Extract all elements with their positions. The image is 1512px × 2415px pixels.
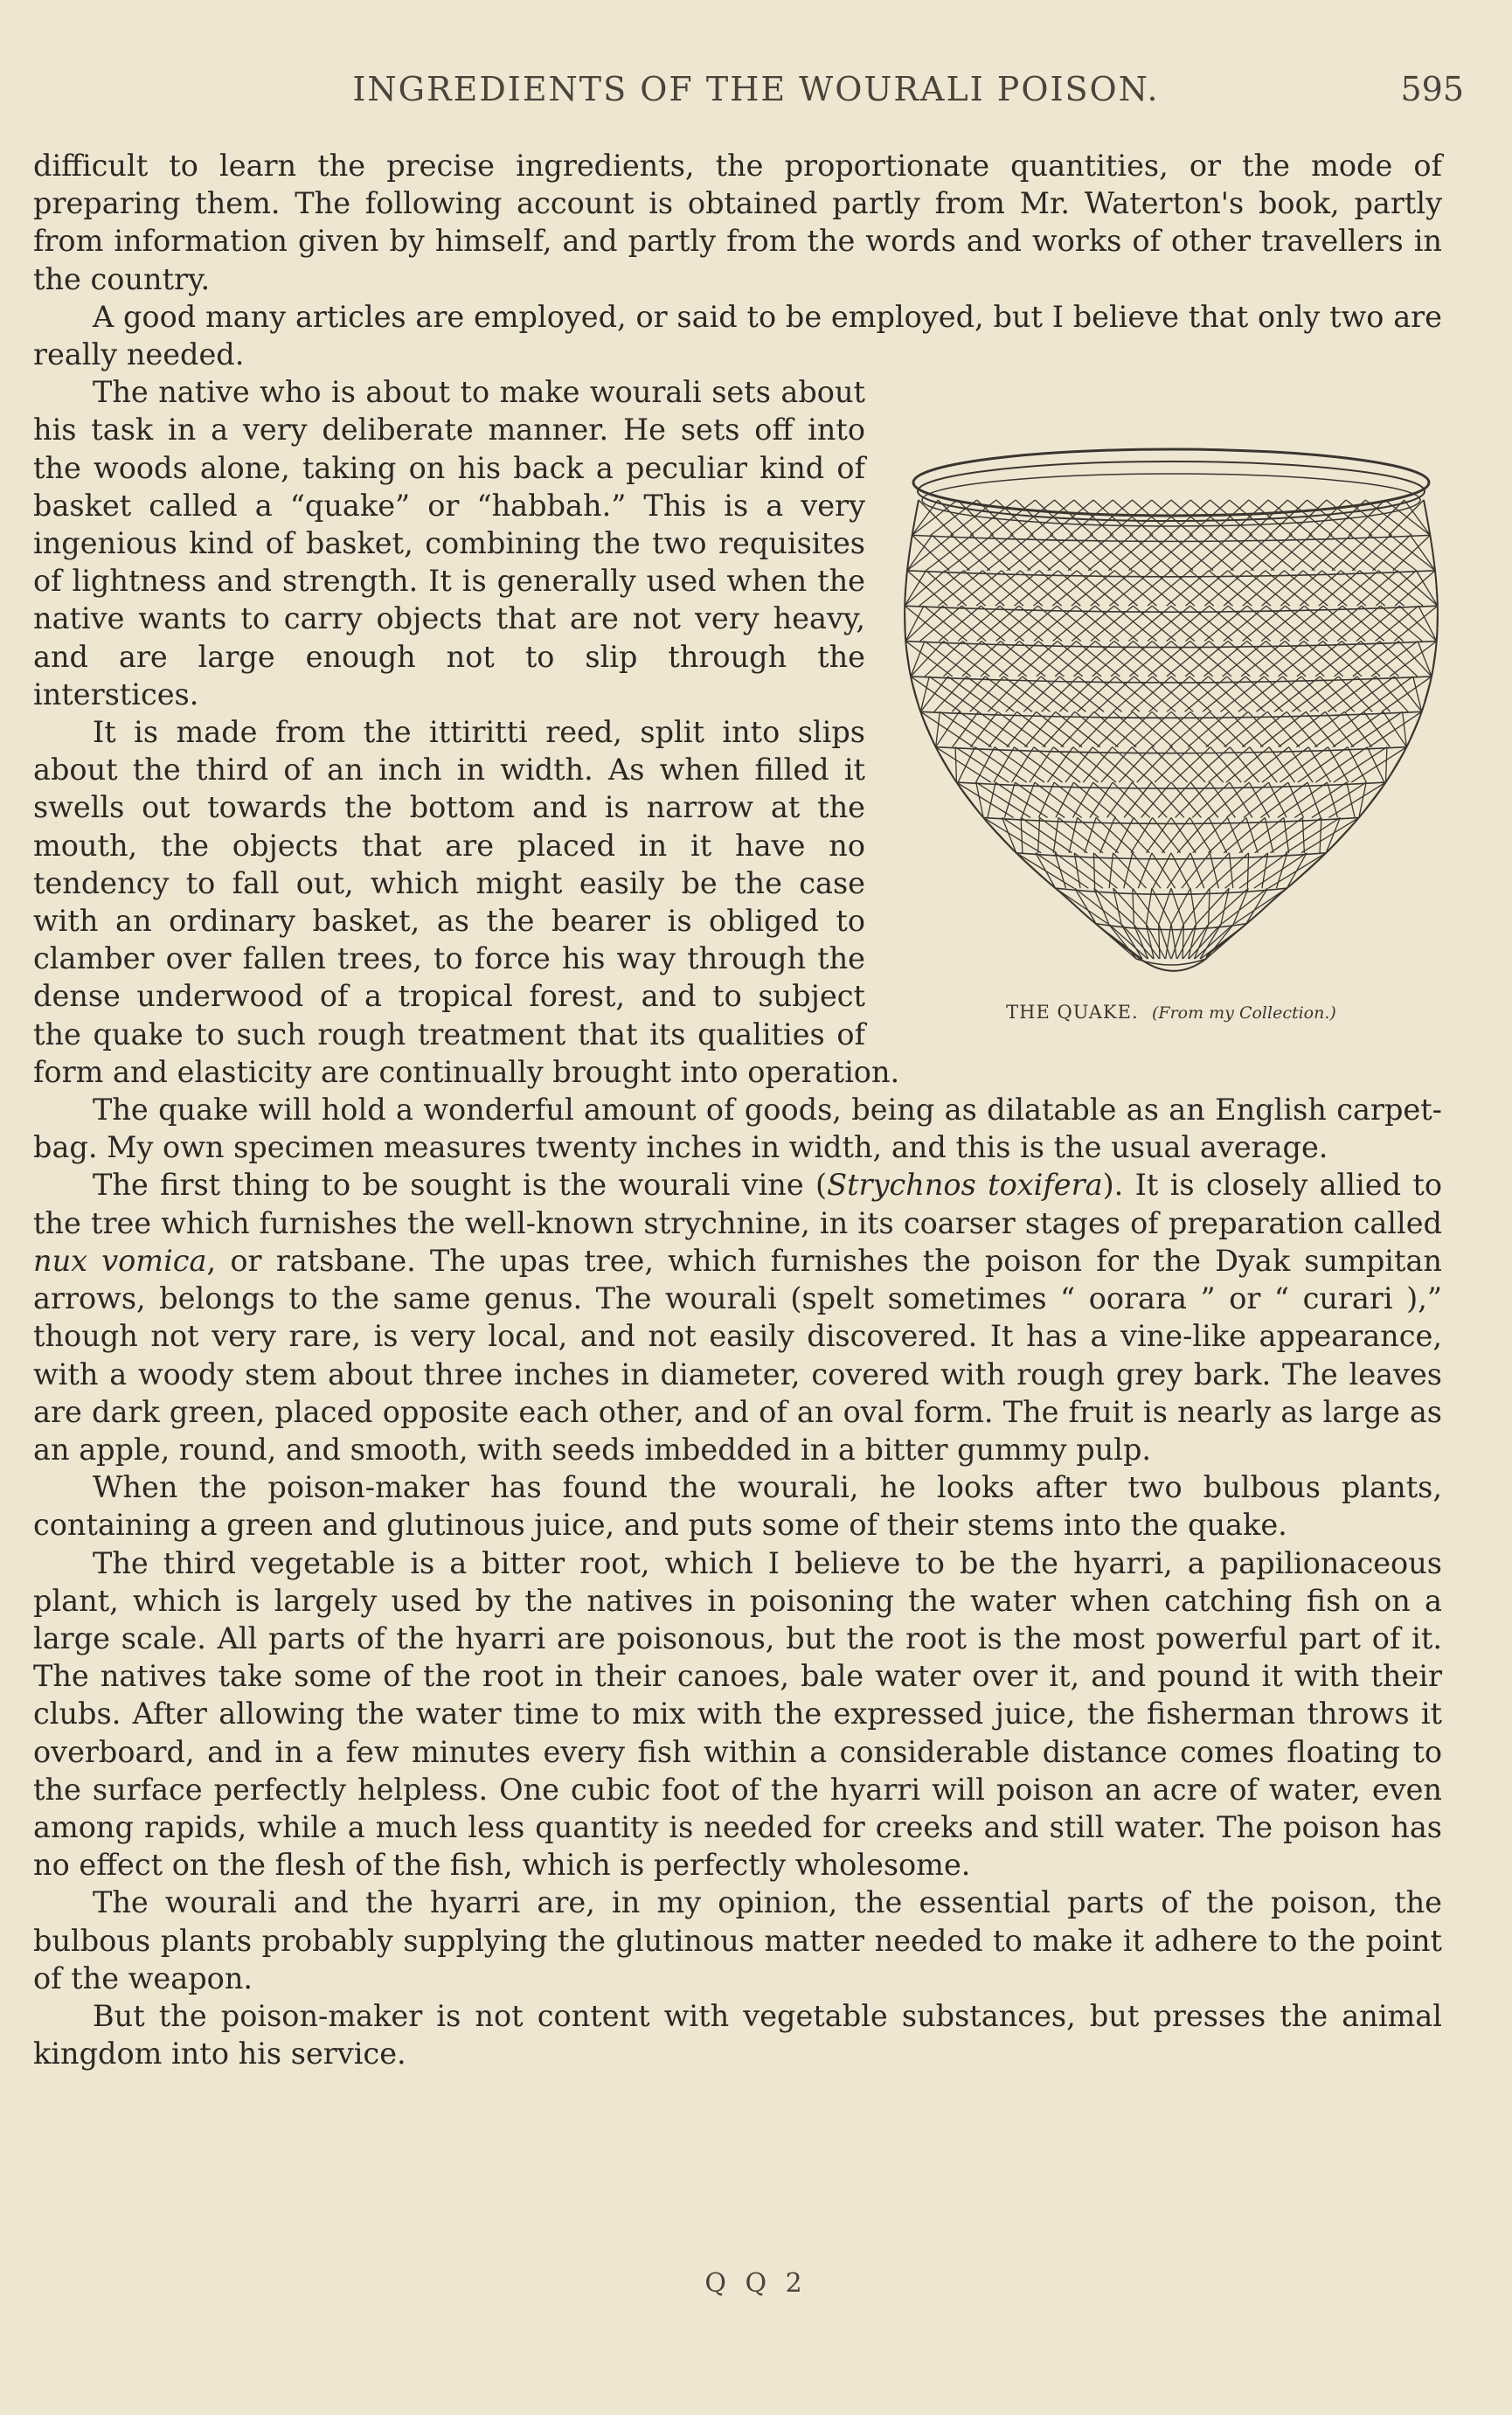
paragraph-wourali-vine: The first thing to be sought is the wourali vine (Strychnos toxifera). It is closely allied to the tree which furnishes the well-known strychnine, in its coarser stages of preparation called nux vomica, or ratsbane. The upas tree, which furnishes the poison for the Dyak sumpitan arrows, belongs to the same genus. The wourali (spelt sometimes “ oorara ” or “ curari ),” though not very rare, is very local, and not easily discovered. It has a vine-like appearance, with a woody stem about three inches in diameter, covered with rough grey bark. The leaves are dark green, placed opposite each other, and of an oval form. The fruit is nearly as large as an apple, round, and smooth, with seeds imbedded in a bitter gummy pulp. (33, 1168, 1442, 1467)
page-number: 595 (1400, 70, 1464, 108)
body-text (33, 147, 1442, 2072)
latin-name: Strychnos toxifera (827, 1168, 1103, 1203)
running-title: INGREDIENTS OF THE WOURALI POISON. (352, 70, 1160, 108)
paragraph: It is made from the ittiritti reed, split into slips about the third of an inch in width. As when filled it swells out towards the bottom and is narrow at the mouth, the objects that are placed in it have no tendency to fall out, which might easily be the case with an ordinary basket, as the bearer is obliged to clamber over fallen trees, to force his way through the dense underwood of a tropical forest, and to subject the quake to such rough treatment that its qualities of form and elasticity are continually brought into operation. (33, 715, 900, 1089)
signature-mark: Q Q 2 (704, 2268, 808, 2299)
paragraph: But the poison-maker is not content with vegetable substances, but presses the animal kingdom into his service. (33, 1998, 1442, 2071)
caption-title: THE QUAKE. (1006, 1002, 1139, 1024)
paragraph: The third vegetable is a bitter root, which I believe to be the hyarri, a papilionaceous plant, which is largely used by the natives in poisoning the water when catching fish on a large scale. All parts of the hyarri are poisonous, but the root is the most powerful part of it. The natives take some of the root in their canoes, bale water over it, and pound it with their clubs. After allowing the water time to mix with the expressed juice, the fisherman throws it overboard, and in a few minutes every fish within a considerable distance comes floating to the surface perfectly helpless. One cubic foot of the hyarri will poison an acre of water, even among rapids, while a much less quantity is needed for creeks and still water. The poison has no effect on the flesh of the fish, which is perfectly wholesome. (33, 1545, 1442, 1883)
paragraph: The wourali and the hyarri are, in my opinion, the essential parts of the poison, the bulbous plants probably supplying the glutinous matter needed to make it adhere to the point of the weapon. (33, 1885, 1442, 1995)
quake-basket-illustration (900, 434, 1442, 994)
quake-basket-figure (900, 434, 1442, 1029)
caption-note: (From my Collection.) (1151, 1003, 1336, 1024)
latin-name: nux vomica (33, 1243, 207, 1278)
paragraph: A good many articles are employed, or said to be employed, but I believe that only two are really needed. (33, 299, 1442, 372)
paragraph: The native who is about to make wourali sets about his task in a very deliberate manner. He sets off into the woods alone, taking on his back a peculiar kind of basket called a “quake” or “habbah.” This is a very ingenious kind of basket, combining the two requisites of lightness and strength. It is generally used when the native wants to carry objects that are not very heavy, and are large enough not to slip through the interstices. (33, 375, 865, 711)
paragraph-continued: difficult to learn the precise ingredients, the proportionate quantities, or the mode of preparing them. The following account is obtained partly from Mr. Waterton's book, partly from information given by himself, and partly from the words and works of other travellers in the country. (33, 149, 1442, 296)
paragraph: When the poison-maker has found the wourali, he looks after two bulbous plants, containing a green and glutinous juice, and puts some of their stems into the quake. (33, 1470, 1442, 1543)
figure-caption (900, 994, 1442, 1032)
paragraph: The quake will hold a wonderful amount of goods, being as dilatable as an English carpet-bag. My own specimen measures twenty inches in width, and this is the usual average. (33, 1093, 1442, 1165)
running-header (0, 70, 1512, 114)
